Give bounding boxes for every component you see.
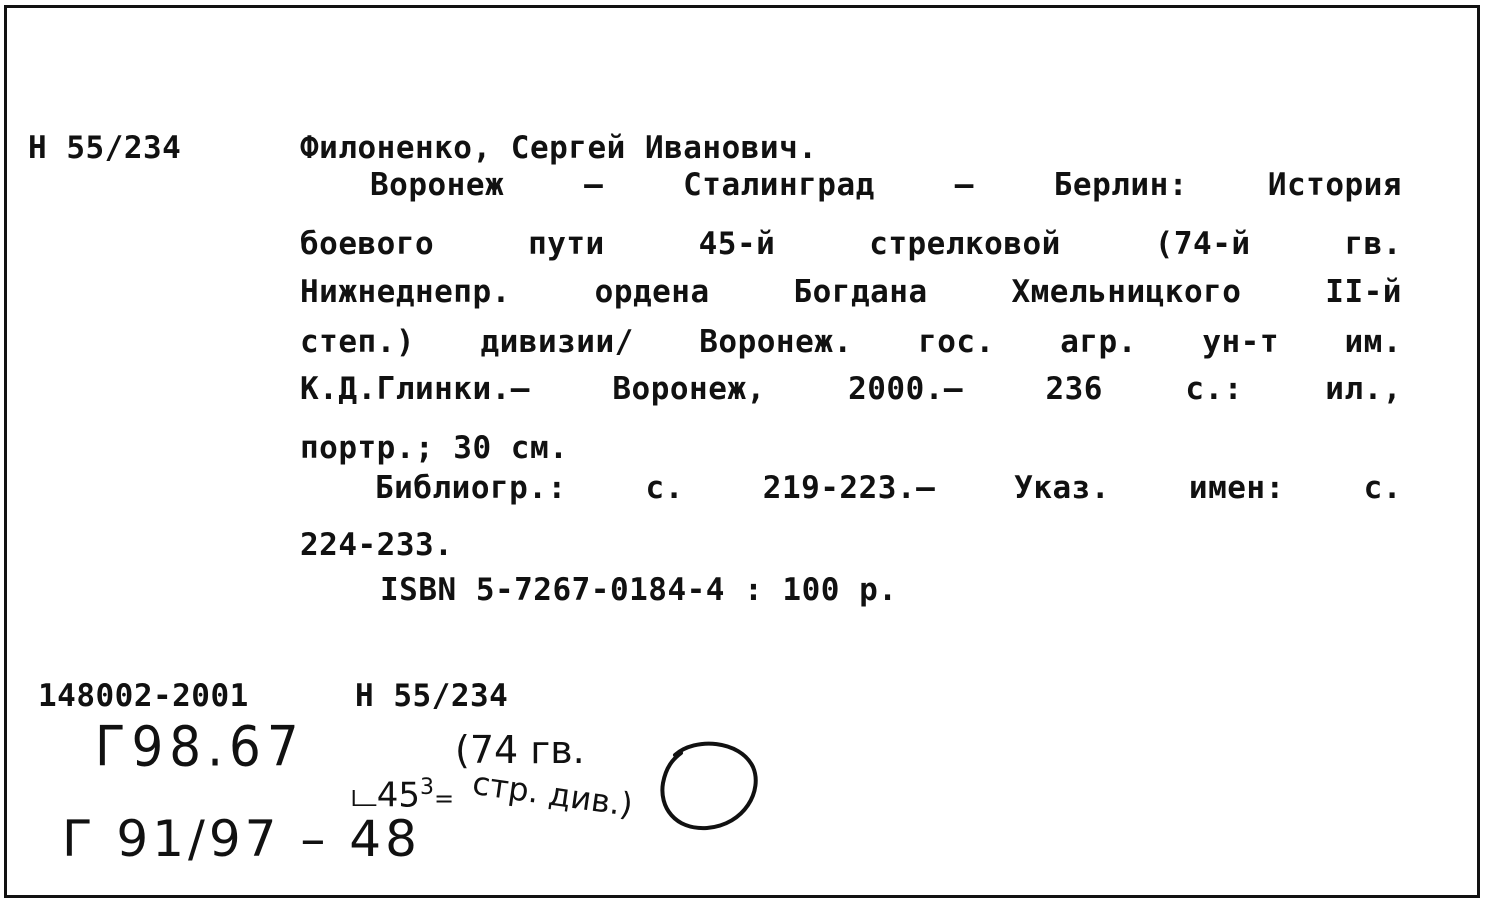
bibliography-note-end: 224-233. (300, 527, 454, 563)
handwritten-subject-code: $ட45^3=$ (349, 775, 455, 816)
physical-description-end: портр.; 30 см. (300, 430, 569, 466)
handwritten-classification: Г98.67 (95, 715, 305, 779)
title-line-4: степ.) дивизии/ Воронеж. гос. агр. ун-т им. (300, 324, 1402, 360)
title-line-2: боевого пути 45-й стрелковой (74-й гв. (300, 226, 1402, 262)
isbn-price: ISBN 5-7267-0184-4 : 100 р. (380, 572, 898, 608)
bibliography-note: Библиогр.: с. 219-223.– Указ. имен: с. (375, 470, 1402, 506)
handwritten-shelf-code: Г 91/97 – 48 (62, 810, 421, 868)
title-line-3: Нижнеднепр. ордена Богдана Хмельницкого II-й (300, 274, 1402, 310)
author-heading: Филоненко, Сергей Иванович. (300, 130, 818, 166)
title-line-1: Воронеж – Сталинград – Берлин: История (370, 167, 1402, 203)
title-line-5: К.Д.Глинки.– Воронеж, 2000.– 236 с.: ил., (300, 371, 1402, 407)
hand-drawn-circle-icon (655, 735, 765, 835)
accession-number: 148002-2001 (38, 678, 249, 714)
handwritten-subject-mark: (74 гв. (455, 728, 585, 772)
call-number: Н 55/234 (28, 130, 182, 166)
accession-call-number: Н 55/234 (355, 678, 509, 714)
handwritten-subject-note: стр. див.) (470, 763, 636, 825)
